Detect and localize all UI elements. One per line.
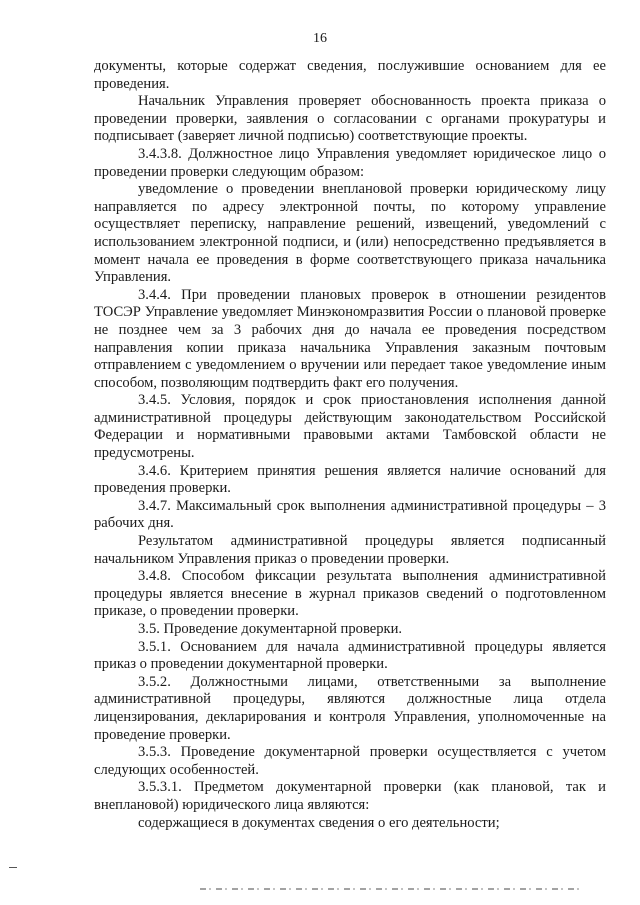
paragraph: Начальник Управления проверяет обоснованность проекта приказа о проведении проверки, заявления о согласовании с органами прокуратуры и подписывает (заверяет личной подписью) соответствующие проекты. bbox=[94, 93, 606, 145]
paragraph: 3.5.3.1. Предметом документарной проверки (как плановой, так и внеплановой) юридического лица являются: bbox=[94, 779, 606, 813]
scan-edge-mark bbox=[9, 867, 17, 868]
page-number: 16 bbox=[313, 31, 327, 46]
paragraph: 3.5.3. Проведение документарной проверки осуществляется с учетом следующих особенностей. bbox=[94, 744, 606, 778]
paragraph: уведомление о проведении внеплановой проверки юридическому лицу направляется по адресу электронной почты, по которому управление осуществляет переписку, направление решений, извещений, уведомлений с использованием электронной подписи, и (или) непосредственно предъявляется в момент начала ее проведения в форме соответствующего приказа начальника Управления. bbox=[94, 181, 606, 286]
paragraph: 3.5.2. Должностными лицами, ответственными за выполнение административной процедуры, являются должностные лица отдела лицензирования, декларирования и контроля Управления, уполномоченные на проведение проверки. bbox=[94, 673, 606, 743]
paragraph: 3.5.1. Основанием для начала административной процедуры является приказ о проведении документарной проверки. bbox=[94, 638, 606, 673]
paragraph-continuation: документы, которые содержат сведения, послужившие основанием для ее проведения. bbox=[94, 58, 606, 92]
paragraph: 3.4.7. Максимальный срок выполнения административной процедуры – 3 рабочих дня. bbox=[94, 497, 606, 532]
paragraph: содержащиеся в документах сведения о его деятельности; bbox=[138, 814, 500, 831]
body-text bbox=[94, 58, 606, 832]
paragraph: Результатом административной процедуры является подписанный начальником Управления приказ о проведении проверки. bbox=[94, 533, 606, 567]
paragraph: 3.4.4. При проведении плановых проверок в отношении резидентов ТОСЭР Управление уведомляет Минэкономразвития России о плановой проверке не позднее чем за 3 рабочих дня до начала ее проведения посредством направления копии приказа начальника Управления заказным почтовым отправлением с уведомлением о вручении или передает такое уведомление иным способом, позволяющим подтвердить факт его получения. bbox=[94, 286, 606, 391]
scan-bottom-noise bbox=[200, 888, 580, 890]
paragraph: 3.5. Проведение документарной проверки. bbox=[138, 621, 403, 637]
paragraph: 3.4.3.8. Должностное лицо Управления уведомляет юридическое лицо о проведении проверки следующим образом: bbox=[94, 145, 606, 180]
paragraph: 3.4.5. Условия, порядок и срок приостановления исполнения данной административной процедуры действующим законодательством Российской Федерации и нормативными правовыми актами Тамбовской области не предусмотрены. bbox=[94, 392, 606, 462]
paragraph: 3.4.6. Критерием принятия решения является наличие оснований для проведения проверки. bbox=[94, 462, 606, 497]
paragraph: 3.4.8. Способом фиксации результата выполнения административной процедуры является внесение в журнал приказов сведений о подготовленном приказе, о проведении проверки. bbox=[94, 568, 606, 620]
